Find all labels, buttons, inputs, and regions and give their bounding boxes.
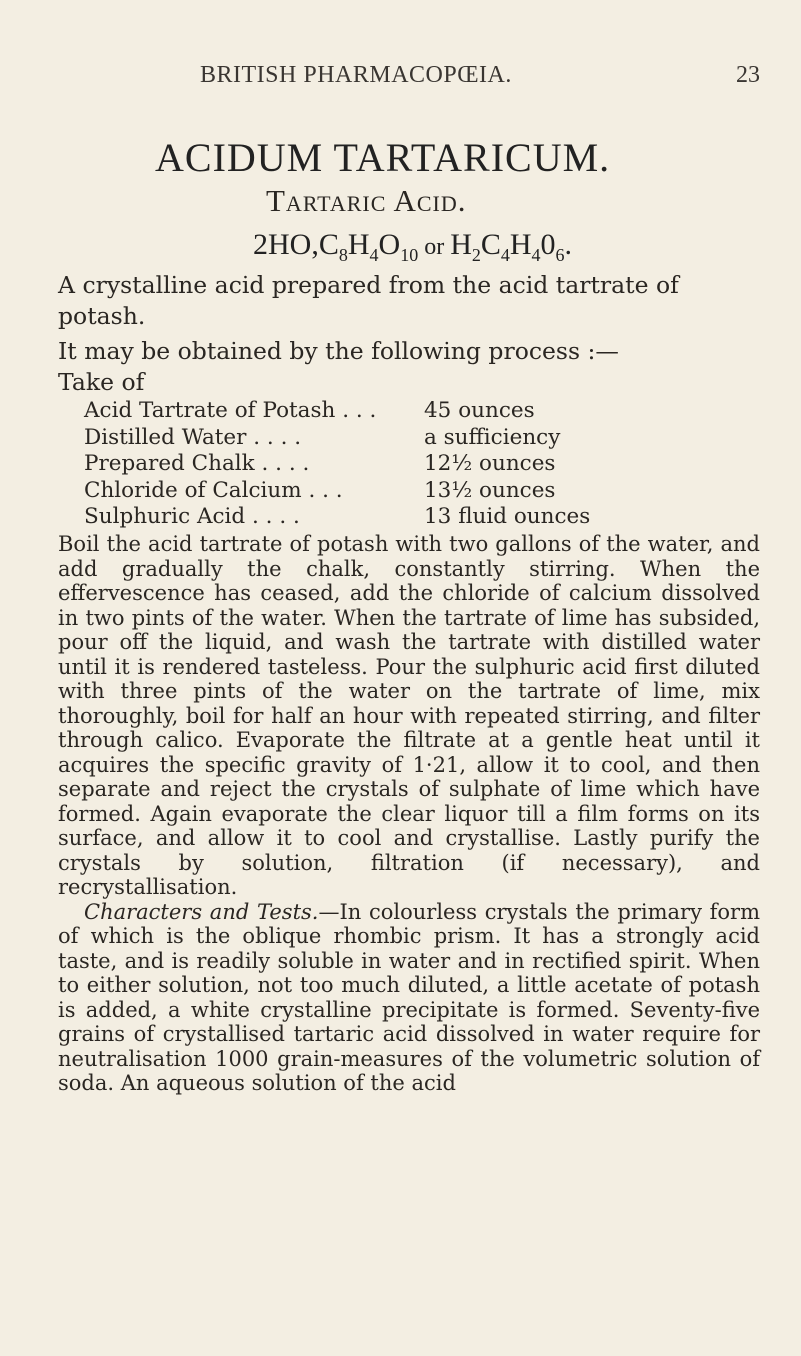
- ingredient-name: Distilled Water . . . .: [84, 424, 302, 450]
- formula-subscript: 8: [338, 245, 348, 265]
- process-intro: It may be obtained by the following process :—: [58, 337, 619, 365]
- page-number: 23: [736, 62, 760, 88]
- formula-subscript: 10: [400, 245, 419, 265]
- formula-subscript: 4: [500, 245, 510, 265]
- ingredient-quantity: 45 ounces: [424, 398, 535, 423]
- formula-part: C: [480, 228, 501, 261]
- running-head: BRITISH PHARMACOPŒIA.: [200, 62, 512, 88]
- ingredient-row: [84, 398, 684, 425]
- ingredient-row: [84, 504, 684, 531]
- formula-subscript: 2: [471, 245, 481, 265]
- ingredient-quantity: a sufficiency: [424, 424, 561, 450]
- monograph-subtitle: Tartaric Acid.: [266, 183, 467, 218]
- ingredients-table: [84, 398, 684, 531]
- ingredient-name: Sulphuric Acid . . . .: [84, 504, 300, 530]
- formula-part: H: [347, 228, 370, 261]
- ingredient-quantity: 13½ ounces: [424, 477, 556, 503]
- formula-part: O: [378, 228, 401, 261]
- formula-subscript: 6: [555, 245, 565, 265]
- formula-part: H: [509, 228, 532, 261]
- ingredient-name: Acid Tartrate of Potash . . .: [84, 398, 377, 423]
- formula-part: 2HO,C: [253, 228, 339, 261]
- formula-part: 0: [540, 228, 556, 261]
- ingredient-quantity: 12½ ounces: [424, 451, 556, 477]
- formula-subscript: 4: [531, 245, 541, 265]
- chemical-formula: [253, 228, 573, 265]
- body-text: [58, 532, 760, 1096]
- monograph-title: ACIDUM TARTARICUM.: [155, 135, 611, 180]
- ingredient-row: [84, 451, 684, 478]
- description: A crystalline acid prepared from the acid tartrate of potash.: [58, 271, 679, 330]
- characters-heading: Characters and Tests.: [84, 899, 319, 924]
- formula-end: .: [564, 228, 573, 261]
- ingredient-row: [84, 425, 684, 452]
- characters-text: —In colourless crystals the primary form of which is the oblique rhombic prism. It has a strongly acid taste, and is readily soluble in water and in rectified spirit. When to either solution, not too much diluted, a little acetate of potash is added, a white crystalline precipitate is formed. Seventy-five grains of crystallised tartaric acid dissolved in water require for neutralisation 1000 grain-measures of the volumetric solution of soda. An aqueous solution of the acid: [58, 899, 761, 1095]
- method-paragraph: Boil the acid tartrate of potash with two gallons of the water, and add gradually the chalk, constantly stirring. When the effervescence has ceased, add the chloride of calcium dissolved in two pints of the water. When the tartrate of lime has subsided, pour off the liquid, and wash the tartrate with distilled water until it is rendered tasteless. Pour the sulphuric acid first diluted with three pints of the water on the tartrate of lime, mix thoroughly, boil for half an hour with repeated stirring, and filter through calico. Evaporate the filtrate at a gentle heat until it acquires the specific gravity of 1·21, allow it to cool, and then separate and reject the crystals of sulphate of lime which have formed. Again evaporate the clear liquor till a film forms on its surface, and allow it to cool and crystallise. Lastly purify the crystals by solution, filtration (if necessary), and recrystallisation.: [58, 532, 760, 899]
- characters-paragraph: [58, 900, 760, 1096]
- formula-part: H: [450, 228, 472, 261]
- ingredient-name: Chloride of Calcium . . .: [84, 477, 343, 503]
- take-of-label: Take of: [58, 368, 145, 396]
- ingredient-name: Prepared Chalk . . . .: [84, 451, 310, 477]
- ingredient-row: [84, 478, 684, 505]
- formula-subscript: 4: [369, 245, 379, 265]
- ingredient-quantity: 13 fluid ounces: [424, 504, 591, 530]
- formula-or: or: [418, 234, 451, 260]
